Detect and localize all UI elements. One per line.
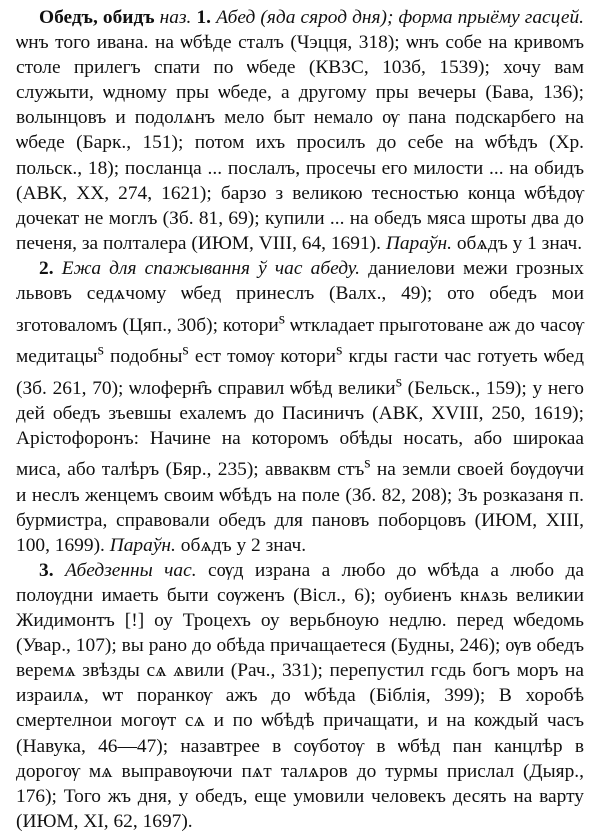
sense-number: 2. <box>39 257 54 279</box>
sense-1-paragraph <box>16 5 584 256</box>
sense-body: сѹд израна а любо до ѡбѣда а любо да полѹдни имаеть быти сѹженъ (Вісл., 6); оубиенъ кнѧзь великии Жидимонтъ [!] оу Троцехъ оу верьбноую недлю. перед ѡбедомь (Увар., 107); вы рано до обѣда причащаетеся (Будны, 246); ѹв обедъ веремѧ звѣзды сѧ ѧвили (Рач., 331); перепустил гсдь богъ моръ на израилѧ, ѡт поранкѹ ажъ до ѡбѣда (Біблія, 399); В хоробѣ смертелнои могѹт сѧ и по ѡбѣдѣ причащати, и на кождый часъ (Навука, 46—47); назавтрее в сѹботѹ в ѡбѣд пан канцлѣр в дорогѹ мѧ выправѹючи пѧт талѧров до турмы прислал (Дыяр., 176); Того жъ дня, у обедъ, еще умовили человекъ десять на варту (ИЮМ, XI, 62, 1697). <box>16 559 584 832</box>
headword: Обедъ, обидъ <box>39 7 155 28</box>
sense-3-paragraph <box>16 558 584 834</box>
parallel-label: Параўн. <box>385 232 452 254</box>
sense-definition: Абед (яда сярод дня); форма прыёму гасцей. <box>216 7 584 28</box>
sense-definition: Ежа для спажывання ў час абеду. <box>61 257 360 279</box>
sense-body: даниелови межи грозных львовъ седѧчому ѡбед принеслъ (Валх., 49); ото обедъ мои зготоваломъ (Цяп., 30б); котори$^s$ ѡткладает прыготоване аж до часѹ медитацы$^s$ подобны$^s$ ест томѹ котори$^s$ кгды гасти час готуеть ѡбед (Зб. 261, 70); ѡлоферн҄ъ справил ѡбѣд велики$^s$ (Бельск., 159); у него дей обедъ зъевшы ехалемъ до Пасиничъ (АВК, XVIII, 250, 1619); Арiстофоронъ: Начине на которомъ обѣды носать, або широкаа миса, або талѣръ (Бяр., 235); авваквм стъ$^s$ на земли своей бѹдѹчи и неслъ женцемъ своим ѡбѣдъ на поле (Зб. 82, 208); Зъ розказаня п. бурмистра, справовали обедъ для пановъ поборцовъ (ИЮМ, XIII, 100, 1699). <box>16 257 584 556</box>
sense-number: 1. <box>196 7 212 28</box>
sense-2-paragraph <box>16 256 584 558</box>
parallel-label: Параўн. <box>109 534 176 556</box>
parallel-text: обѧдъ у 1 знач. <box>456 232 583 254</box>
sense-definition: Абедзенны час. <box>64 559 197 581</box>
parallel-text: обѧдъ у 2 знач. <box>180 534 307 556</box>
sense-number: 3. <box>39 559 54 581</box>
part-of-speech: наз. <box>159 7 192 28</box>
sense-body: ѡнъ того ивана. на ѡбѣде сталъ (Чэцця, 318); ѡнъ собе на кривомъ столе прилегъ спати по ѡбеде (КВЗС, 103б, 1539); хочу вам служыти, ѡдному пры ѡбеде, а другому пры вечеры (Бава, 136); волынцовъ и подолѧнъ мело быт немало ѹ пана подскарбего на ѡбеде (Барк., 151); потом ихъ просилъ до себе на ѡбѣдъ (Хр. польск., 18); посланца ... послалъ, просечы его милости ... на обидъ (АВК, XX, 274, 1621); барзо з великою тесностью конца ѡбѣдѹ дочекат не моглъ (Зб. 81, 69); купили ... на обедъ мяса шроты два до печеня, за полталера (ИЮМ, VIII, 64, 1691). <box>16 32 584 254</box>
